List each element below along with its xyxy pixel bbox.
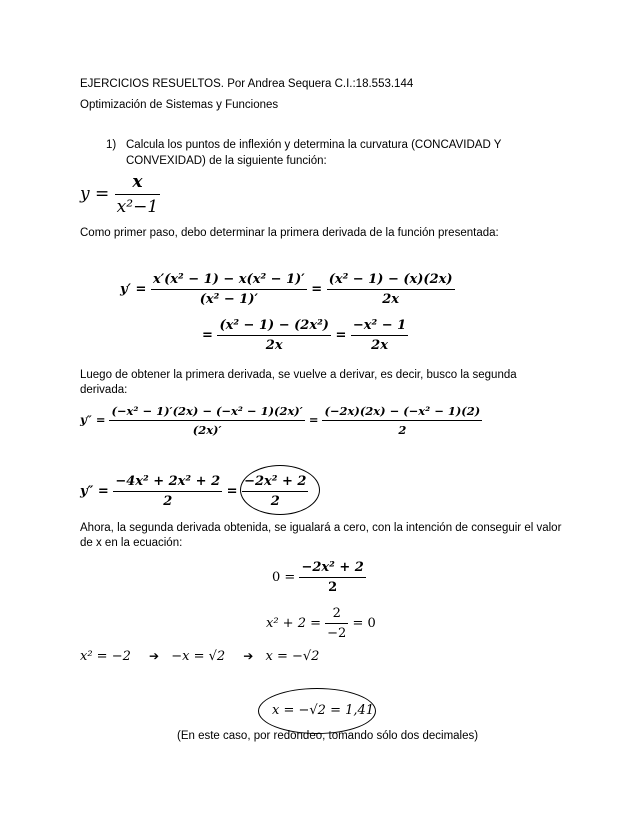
fraction-numerator: −4x² + 2x² + 2 [113, 474, 222, 492]
equals-sign: = [308, 412, 319, 427]
second-derivative-row1 [80, 404, 482, 437]
solve-step2-rhs: = 0 [352, 616, 376, 631]
first-derivative-intro: Como primer paso, debo determinar la primera derivada de la función presentada: [80, 227, 499, 239]
second-derivative-step3 [113, 474, 222, 509]
arrow-right-icon: ➔ [243, 649, 254, 663]
highlight-ellipse-second-derivative [240, 465, 320, 515]
fraction-denominator: (x² − 1)′ [199, 292, 258, 307]
fraction-numerator: (x² − 1) − (2x²) [217, 318, 330, 336]
solve-step2-equation [266, 606, 376, 641]
solve-step3-part-c: x = −√2 [265, 649, 320, 664]
subject-line: Optimización de Sistemas y Funciones [80, 99, 279, 111]
rounding-note: (En este caso, por redondeo, tomando sólo dos decimales) [177, 730, 479, 742]
arrow-right-icon: ➔ [149, 649, 160, 663]
fraction-denominator: 2x [265, 338, 283, 353]
first-derivative-step2 [327, 272, 455, 307]
first-derivative-row1 [120, 272, 455, 307]
exercise-statement-line2: CONVEXIDAD) de la siguiente función: [126, 155, 327, 167]
first-derivative-step4 [351, 318, 408, 353]
fraction-denominator: 2 [398, 423, 407, 437]
second-derivative-lhs: y″ = [80, 484, 109, 499]
fraction-numerator: (−2x)(2x) − (−x² − 1)(2) [322, 404, 482, 421]
solve-step3-part-b: −x = √2 [171, 649, 226, 664]
fraction-denominator: 2 [328, 580, 338, 595]
solve-step3-equation [80, 649, 319, 664]
zero-equation-lhs: 0 = [272, 570, 296, 585]
fraction-denominator: 2 [163, 494, 173, 509]
equals-sign: = [311, 282, 323, 297]
second-derivative-intro-line1: Luego de obtener la primera derivada, se vuelve a derivar, es decir, busco la segunda [80, 369, 517, 381]
function-fraction [115, 172, 160, 217]
first-derivative-lhs: y′ = [120, 282, 147, 297]
function-denominator: x²−1 [116, 197, 159, 217]
fraction-denominator: 2 [270, 494, 280, 509]
equate-zero-line2: de x en la ecuación: [80, 537, 183, 549]
function-definition [80, 172, 160, 217]
exercise-statement-line1: Calcula los puntos de inflexión y determina la curvatura (CONCAVIDAD Y [126, 139, 502, 151]
second-derivative-lhs: y″ = [80, 412, 106, 427]
function-lhs: y = [80, 184, 110, 204]
fraction-denominator: 2x [371, 338, 388, 353]
equals-sign: = [202, 328, 213, 343]
fraction-denominator: (2x)′ [192, 423, 222, 437]
fraction-denominator: −2 [327, 626, 347, 641]
fraction-numerator: −2x² + 2 [242, 474, 308, 492]
fraction-numerator: −x² − 1 [351, 318, 408, 336]
exercise-number: 1) [106, 139, 117, 151]
fraction-numerator: −2x² + 2 [299, 560, 365, 578]
equals-sign: = [226, 484, 238, 499]
solve-step2-fraction [325, 606, 348, 641]
fraction-numerator: 2 [325, 606, 348, 624]
fraction-denominator: 2x [382, 292, 399, 307]
second-derivative-step2 [322, 404, 482, 437]
second-derivative-step1 [109, 404, 304, 437]
final-result: x = −√2 = 1,41 [272, 703, 375, 718]
solve-step3-part-a: x² = −2 [80, 649, 131, 664]
first-derivative-step3 [217, 318, 330, 353]
fraction-numerator: (x² − 1) − (x)(2x) [327, 272, 455, 290]
second-derivative-intro-line2: derivada: [80, 384, 128, 396]
first-derivative-row2 [202, 318, 408, 353]
document-title: EJERCICIOS RESUELTOS. Por Andrea Sequera C.I.:18.553.144 [80, 78, 414, 90]
highlight-ellipse-result [258, 688, 376, 734]
function-numerator: x [115, 172, 160, 195]
first-derivative-step1 [151, 272, 307, 307]
equate-zero-line1: Ahora, la segunda derivada obtenida, se igualará a cero, con la intención de conseguir el valor [80, 522, 562, 534]
equals-sign: = [335, 328, 347, 343]
zero-equation-fraction [299, 560, 365, 595]
zero-equation [272, 560, 366, 595]
fraction-numerator: (−x² − 1)′(2x) − (−x² − 1)(2x)′ [109, 404, 304, 421]
solve-step2-lhs: x² + 2 = [266, 616, 321, 631]
fraction-numerator: x′(x² − 1) − x(x² − 1)′ [151, 272, 307, 290]
